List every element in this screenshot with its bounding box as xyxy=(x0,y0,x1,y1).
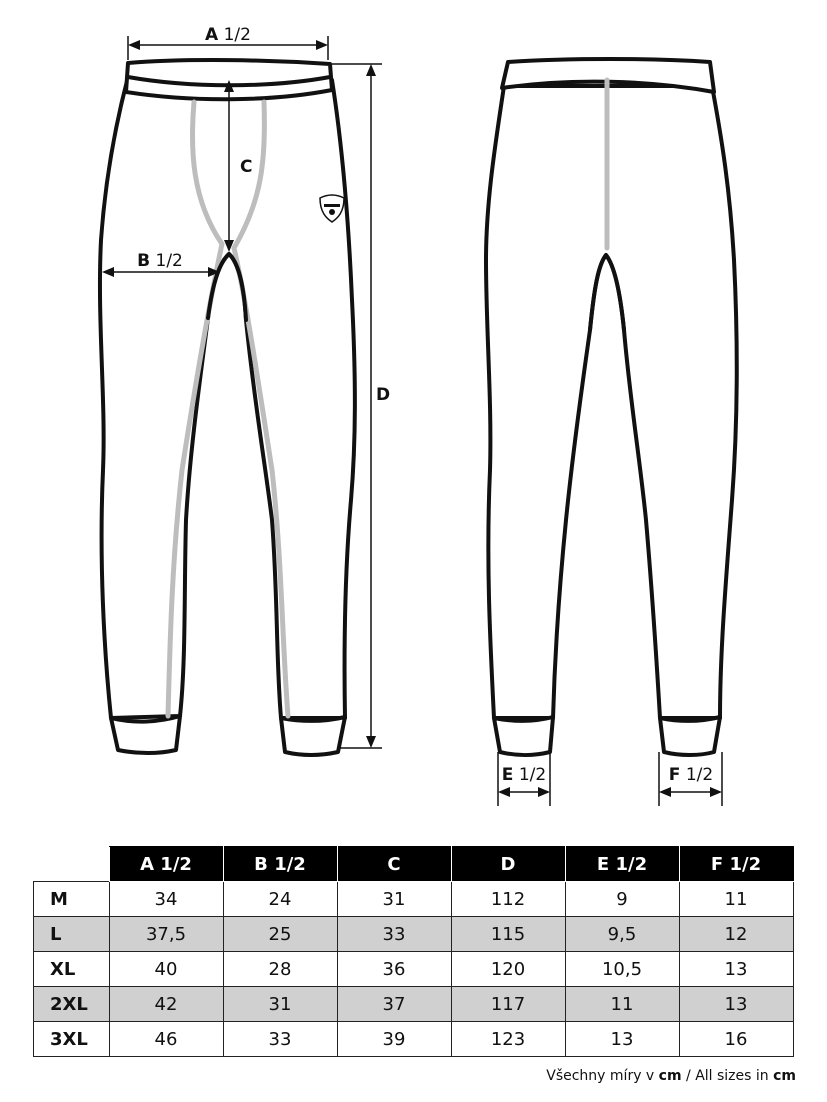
back-left-cuff xyxy=(494,717,553,755)
table-cell: 31 xyxy=(337,882,451,917)
table-cell: 13 xyxy=(565,1022,679,1057)
footnote-text-cz: Všechny míry v xyxy=(546,1068,655,1084)
table-cell: 16 xyxy=(679,1022,793,1057)
size-label: 2XL xyxy=(34,987,110,1022)
label-e: E 1/2 xyxy=(501,765,547,785)
column-header-a: A 1/2 xyxy=(109,847,223,882)
table-cell: 33 xyxy=(337,917,451,952)
table-cell: 28 xyxy=(223,952,337,987)
table-row xyxy=(34,1022,794,1057)
size-table xyxy=(33,846,794,1057)
footnote-unit-en: cm xyxy=(773,1068,796,1084)
table-cell: 40 xyxy=(109,952,223,987)
table-header-row xyxy=(34,847,794,882)
label-a: A 1/2 xyxy=(205,25,251,45)
label-b: B 1/2 xyxy=(137,251,183,271)
dimension-f xyxy=(659,752,722,806)
table-corner xyxy=(34,847,110,882)
table-cell: 46 xyxy=(109,1022,223,1057)
table-cell: 112 xyxy=(451,882,565,917)
table-cell: 36 xyxy=(337,952,451,987)
back-right-cuff xyxy=(660,717,720,755)
size-label: 3XL xyxy=(34,1022,110,1057)
table-row xyxy=(34,882,794,917)
front-right-cuff xyxy=(281,717,345,755)
table-cell: 13 xyxy=(679,952,793,987)
back-view xyxy=(486,59,737,806)
table-cell: 37,5 xyxy=(109,917,223,952)
label-d: D xyxy=(376,385,391,405)
label-f: F 1/2 xyxy=(668,765,714,785)
table-row xyxy=(34,917,794,952)
size-label: L xyxy=(34,917,110,952)
column-header-c: C xyxy=(337,847,451,882)
table-cell: 13 xyxy=(679,987,793,1022)
dimension-a xyxy=(128,25,328,60)
table-cell: 11 xyxy=(679,882,793,917)
table-row xyxy=(34,952,794,987)
column-header-b: B 1/2 xyxy=(223,847,337,882)
table-cell: 42 xyxy=(109,987,223,1022)
table-cell: 33 xyxy=(223,1022,337,1057)
front-left-cuff xyxy=(111,716,180,753)
table-cell: 120 xyxy=(451,952,565,987)
table-cell: 9 xyxy=(565,882,679,917)
table-cell: 115 xyxy=(451,917,565,952)
table-cell: 123 xyxy=(451,1022,565,1057)
size-label: M xyxy=(34,882,110,917)
table-cell: 37 xyxy=(337,987,451,1022)
table-cell: 25 xyxy=(223,917,337,952)
front-pants-outline xyxy=(100,77,355,718)
size-label: XL xyxy=(34,952,110,987)
column-header-e: E 1/2 xyxy=(565,847,679,882)
footnote-unit-cz: cm xyxy=(658,1068,682,1084)
back-pants-outline xyxy=(486,86,737,718)
table-cell: 31 xyxy=(223,987,337,1022)
front-view xyxy=(100,25,390,755)
table-cell: 10,5 xyxy=(565,952,679,987)
units-footnote xyxy=(546,1068,796,1084)
footnote-separator: / xyxy=(686,1068,691,1084)
table-cell: 117 xyxy=(451,987,565,1022)
table-row xyxy=(34,987,794,1022)
footnote-text-en: All sizes in xyxy=(695,1068,769,1084)
column-header-f: F 1/2 xyxy=(679,847,793,882)
table-cell: 34 xyxy=(109,882,223,917)
table-cell: 9,5 xyxy=(565,917,679,952)
column-header-d: D xyxy=(451,847,565,882)
dimension-e xyxy=(498,752,550,806)
label-c: C xyxy=(240,157,253,177)
table-cell: 12 xyxy=(679,917,793,952)
table-cell: 24 xyxy=(223,882,337,917)
table-cell: 11 xyxy=(565,987,679,1022)
table-cell: 39 xyxy=(337,1022,451,1057)
